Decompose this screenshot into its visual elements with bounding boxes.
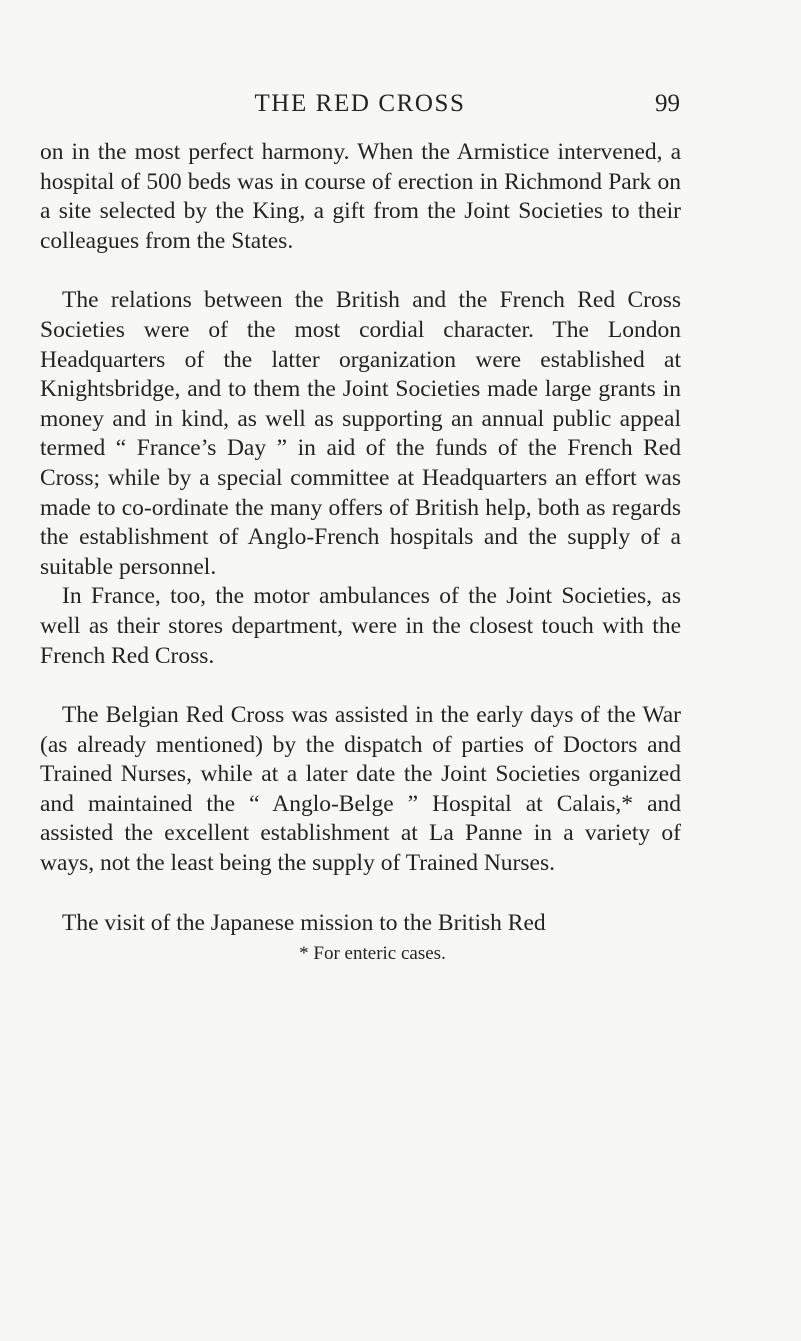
paragraph-japanese-mission: The visit of the Japanese mission to the British Red	[62, 909, 546, 936]
paragraph-armistice-hospital: on in the most perfect harmony. When the Armistice intervened, a hospital of 500 beds was in course of erection in Richmond Park on a site selected by the King, a gift from the Joint Societies to their colleagues from the States.	[40, 139, 681, 254]
page-number: 99	[655, 90, 680, 117]
running-head	[40, 86, 680, 122]
paragraph-belgian-red-cross: The Belgian Red Cross was assisted in the early days of the War (as already mentioned) by the dispatch of parties of Doctors and Trained Nurses, while at a later date the Joint Societies organized and maintained the “ Anglo-Belge ” Hospital at Calais,* and assisted the excellent establishment at La Panne in a variety of ways, not the least being the supply of Trained Nurses.	[40, 702, 681, 877]
running-title: THE RED CROSS	[254, 90, 466, 117]
footnote: * For enteric cases.	[299, 943, 446, 965]
paragraph-france-ambulances: In France, too, the motor ambulances of the Joint Societies, as well as their stores department, were in the closest touch with the French Red Cross.	[40, 583, 681, 669]
paragraph-french-red-cross: The relations between the British and the French Red Cross Societies were of the most cordial character. The London Headquarters of the latter organization were established at Knightsbridge, and to them the Joint Societies made large grants in money and in kind, as well as supporting an annual public appeal termed “ France’s Day ” in aid of the funds of the French Red Cross; while by a special committee at Headquarters an effort was made to co-ordinate the many offers of British help, both as regards the establishment of Anglo-French hospitals and the supply of a suitable personnel.	[40, 287, 681, 580]
body-text	[40, 138, 681, 966]
